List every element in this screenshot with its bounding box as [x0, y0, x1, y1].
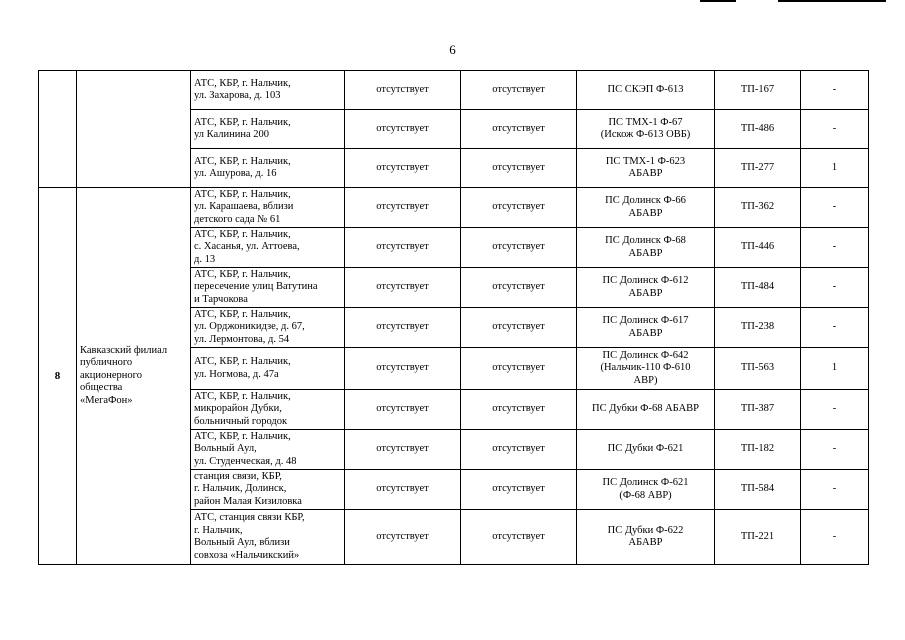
- cell-source: ПС Долинск Ф-617 АБАВР: [577, 308, 715, 348]
- cell-qty: -: [801, 71, 869, 110]
- cell-number: 8: [39, 188, 77, 565]
- cell-col4: отсутствует: [461, 188, 577, 228]
- cell-organization: Кавказский филиал публичного акционерного общества «МегаФон»: [77, 188, 191, 565]
- cell-col4: отсутствует: [461, 268, 577, 308]
- cell-qty: -: [801, 110, 869, 149]
- cell-col3: отсутствует: [345, 510, 461, 565]
- cell-address: АТС, КБР, г. Нальчик, ул. Ашурова, д. 16: [191, 149, 345, 188]
- cell-qty: -: [801, 430, 869, 470]
- cell-col4: отсутствует: [461, 149, 577, 188]
- cell-source: ПС Долинск Ф-621 (Ф-68 АВР): [577, 470, 715, 510]
- table-row: [39, 188, 869, 228]
- cell-address: АТС, КБР, г. Нальчик, ул Калинина 200: [191, 110, 345, 149]
- cell-tp: ТП-584: [715, 470, 801, 510]
- cell-address: станция связи, КБР, г. Нальчик, Долинск, район Малая Кизиловка: [191, 470, 345, 510]
- cell-tp: ТП-277: [715, 149, 801, 188]
- cell-qty: -: [801, 510, 869, 565]
- top-edge-mark: [700, 0, 736, 2]
- cell-tp: ТП-167: [715, 71, 801, 110]
- cell-address: АТС, КБР, г. Нальчик, ул. Орджоникидзе, д. 67, ул. Лермонтова, д. 54: [191, 308, 345, 348]
- cell-col3: отсутствует: [345, 268, 461, 308]
- cell-col4: отсутствует: [461, 510, 577, 565]
- cell-qty: -: [801, 268, 869, 308]
- cell-col3: отсутствует: [345, 390, 461, 430]
- cell-col4: отсутствует: [461, 71, 577, 110]
- cell-col3: отсутствует: [345, 470, 461, 510]
- cell-source: ПС Дубки Ф-622 АБАВР: [577, 510, 715, 565]
- top-edge-mark: [778, 0, 886, 2]
- cell-source: ПС СКЭП Ф-613: [577, 71, 715, 110]
- cell-address: АТС, КБР, г. Нальчик, пересечение улиц Ватутина и Тарчокова: [191, 268, 345, 308]
- cell-col4: отсутствует: [461, 430, 577, 470]
- cell-qty: -: [801, 390, 869, 430]
- cell-address: АТС, КБР, г. Нальчик, ул. Карашаева, вблизи детского сада № 61: [191, 188, 345, 228]
- cell-tp: ТП-484: [715, 268, 801, 308]
- cell-qty: 1: [801, 348, 869, 390]
- page-number: 6: [449, 42, 456, 57]
- cell-qty: 1: [801, 149, 869, 188]
- cell-tp: ТП-486: [715, 110, 801, 149]
- cell-col3: отсутствует: [345, 149, 461, 188]
- cell-col3: отсутствует: [345, 71, 461, 110]
- cell-qty: -: [801, 188, 869, 228]
- cell-address: АТС, КБР, г. Нальчик, ул. Ногмова, д. 47а: [191, 348, 345, 390]
- cell-col3: отсутствует: [345, 110, 461, 149]
- cell-tp: ТП-221: [715, 510, 801, 565]
- cell-source: ПС Долинск Ф-66 АБАВР: [577, 188, 715, 228]
- cell-col3: отсутствует: [345, 188, 461, 228]
- cell-organization-empty: [77, 71, 191, 188]
- cell-col4: отсутствует: [461, 390, 577, 430]
- cell-source: ПС Долинск Ф-68 АБАВР: [577, 228, 715, 268]
- cell-qty: -: [801, 470, 869, 510]
- cell-address: АТС, КБР, г. Нальчик, микрорайон Дубки, больничный городок: [191, 390, 345, 430]
- cell-source: ПС Долинск Ф-612 АБАВР: [577, 268, 715, 308]
- cell-address: АТС, КБР, г. Нальчик, с. Хасанья, ул. Аттоева, д. 13: [191, 228, 345, 268]
- cell-qty: -: [801, 308, 869, 348]
- cell-col3: отсутствует: [345, 348, 461, 390]
- cell-col3: отсутствует: [345, 430, 461, 470]
- cell-address: АТС, станция связи КБР, г. Нальчик, Вольный Аул, вблизи совхоза «Нальчикский»: [191, 510, 345, 565]
- cell-address: АТС, КБР, г. Нальчик, Вольный Аул, ул. Студенческая, д. 48: [191, 430, 345, 470]
- cell-tp: ТП-362: [715, 188, 801, 228]
- cell-tp: ТП-238: [715, 308, 801, 348]
- cell-tp: ТП-563: [715, 348, 801, 390]
- cell-tp: ТП-446: [715, 228, 801, 268]
- cell-col4: отсутствует: [461, 308, 577, 348]
- cell-qty: -: [801, 228, 869, 268]
- cell-address: АТС, КБР, г. Нальчик, ул. Захарова, д. 103: [191, 71, 345, 110]
- document-table: [38, 70, 869, 565]
- cell-col3: отсутствует: [345, 228, 461, 268]
- cell-number-empty: [39, 71, 77, 188]
- cell-source: ПС Дубки Ф-621: [577, 430, 715, 470]
- table-row: [39, 71, 869, 110]
- cell-source: ПС ТМХ-1 Ф-67 (Искож Ф-613 ОВБ): [577, 110, 715, 149]
- cell-tp: ТП-387: [715, 390, 801, 430]
- cell-source: ПС Дубки Ф-68 АБАВР: [577, 390, 715, 430]
- cell-col4: отсутствует: [461, 110, 577, 149]
- cell-col4: отсутствует: [461, 470, 577, 510]
- cell-col3: отсутствует: [345, 308, 461, 348]
- cell-source: ПС ТМХ-1 Ф-623 АБАВР: [577, 149, 715, 188]
- cell-tp: ТП-182: [715, 430, 801, 470]
- cell-col4: отсутствует: [461, 228, 577, 268]
- cell-source: ПС Долинск Ф-642 (Нальчик-110 Ф-610 АВР): [577, 348, 715, 390]
- cell-col4: отсутствует: [461, 348, 577, 390]
